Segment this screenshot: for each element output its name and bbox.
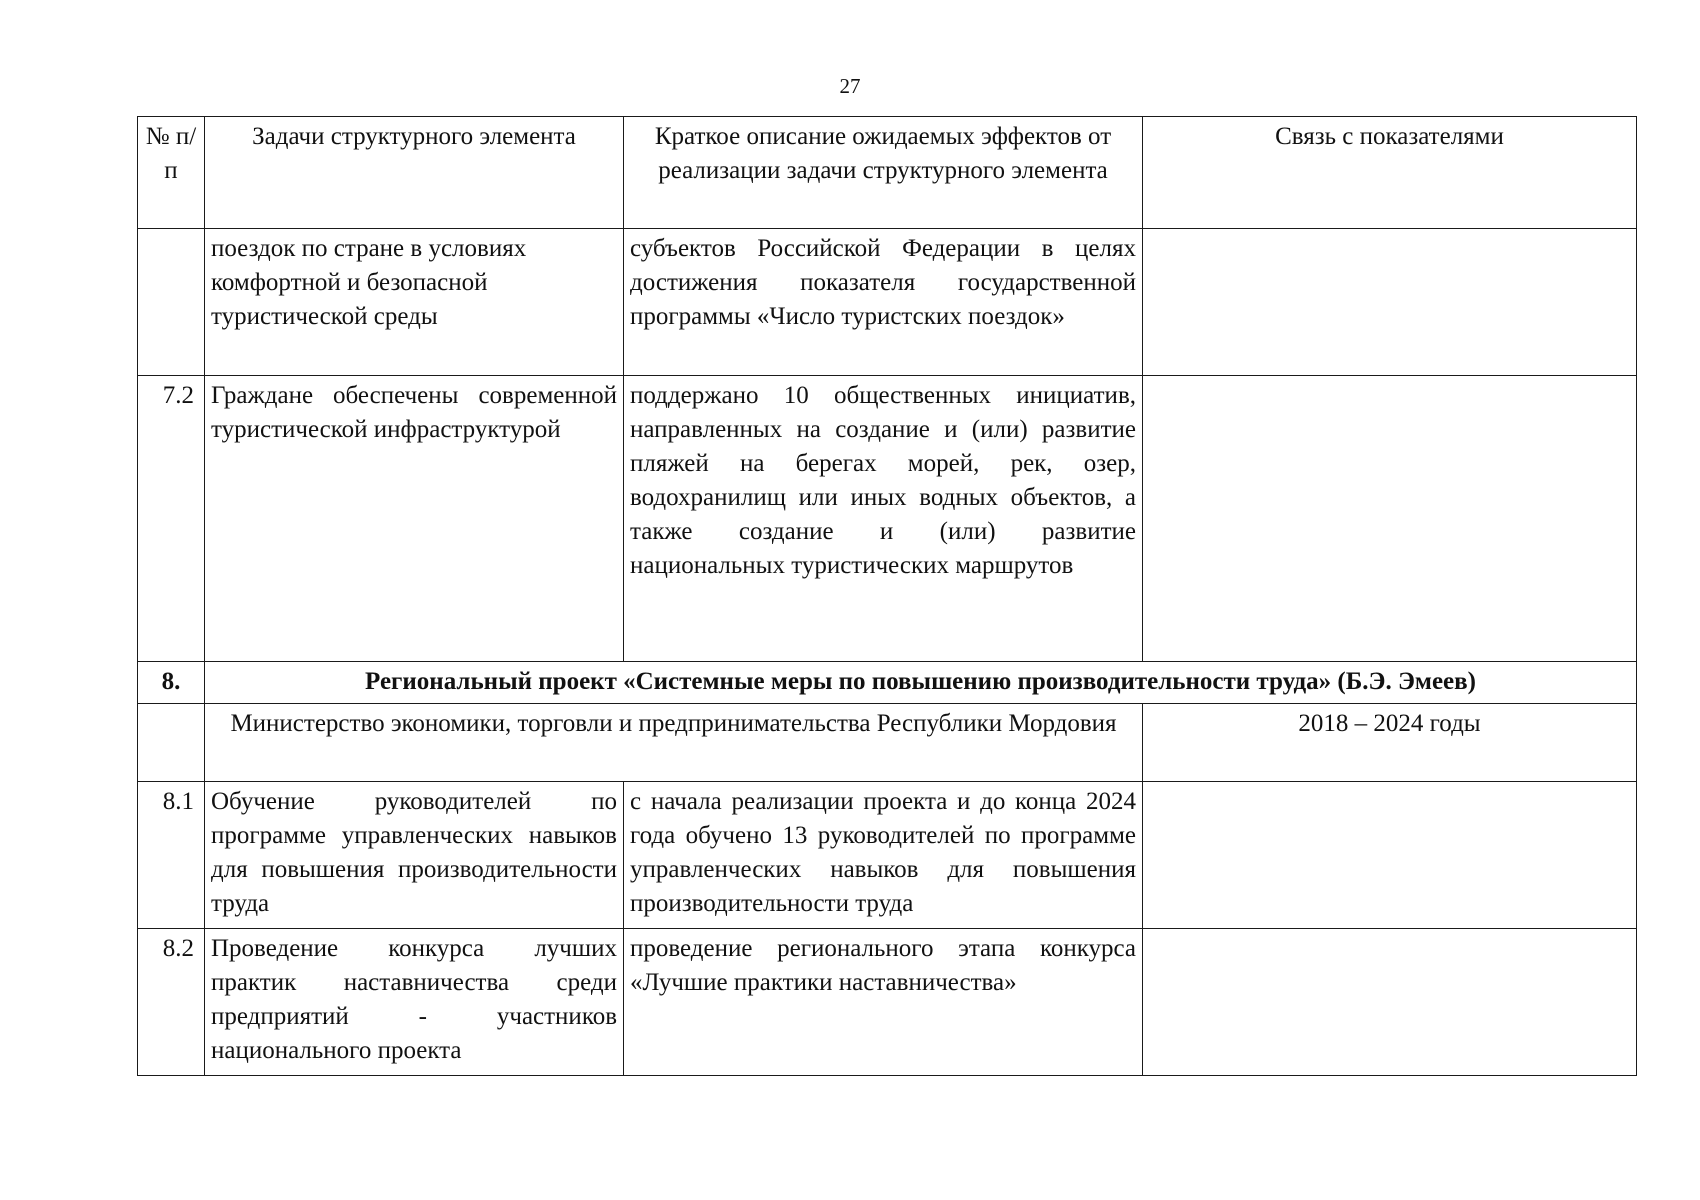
section-info-row <box>138 704 1637 782</box>
row-num: 8.1 <box>138 782 205 929</box>
row-task: Проведение конкурса лучших практик наставничества среди предприятий - участников национального проекта <box>205 929 624 1076</box>
section-title: Региональный проект «Системные меры по повышению производительности труда» (Б.Э. Эмеев) <box>205 662 1637 704</box>
row-link <box>1143 229 1637 376</box>
table-row <box>138 782 1637 929</box>
row-link <box>1143 782 1637 929</box>
table-header-row <box>138 117 1637 229</box>
row-num: 8.2 <box>138 929 205 1076</box>
header-num: № п/п <box>138 117 205 229</box>
row-desc: проведение регионального этапа конкурса «Лучшие практики наставничества» <box>624 929 1143 1076</box>
row-num <box>138 229 205 376</box>
table-row <box>138 229 1637 376</box>
row-link <box>1143 929 1637 1076</box>
row-desc: субъектов Российской Федерации в целях достижения показателя государственной программы «Число туристских поездок» <box>624 229 1143 376</box>
row-desc: поддержано 10 общественных инициатив, направленных на создание и (или) развитие пляжей на берегах морей, рек, озер, водохранилищ или иных водных объектов, а также создание и (или) развитие национальных туристических маршрутов <box>624 376 1143 662</box>
header-link: Связь с показателями <box>1143 117 1637 229</box>
section-num: 8. <box>138 662 205 704</box>
row-task: Обучение руководителей по программе управленческих навыков для повышения производительности труда <box>205 782 624 929</box>
row-link <box>1143 376 1637 662</box>
table-row <box>138 929 1637 1076</box>
header-task: Задачи структурного элемента <box>205 117 624 229</box>
section-period: 2018 – 2024 годы <box>1143 704 1637 782</box>
table-row <box>138 376 1637 662</box>
row-task: поездок по стране в условиях комфортной и безопасной туристической среды <box>205 229 624 376</box>
row-desc: с начала реализации проекта и до конца 2024 года обучено 13 руководителей по программе управленческих навыков для повышения производительности труда <box>624 782 1143 929</box>
row-num: 7.2 <box>138 376 205 662</box>
section-info-num <box>138 704 205 782</box>
section-responsible: Министерство экономики, торговли и предпринимательства Республики Мордовия <box>205 704 1143 782</box>
measures-table <box>137 116 1637 1076</box>
header-desc: Краткое описание ожидаемых эффектов от реализации задачи структурного элемента <box>624 117 1143 229</box>
section-row <box>138 662 1637 704</box>
row-task: Граждане обеспечены современной туристической инфраструктурой <box>205 376 624 662</box>
page-number: 27 <box>839 74 861 98</box>
